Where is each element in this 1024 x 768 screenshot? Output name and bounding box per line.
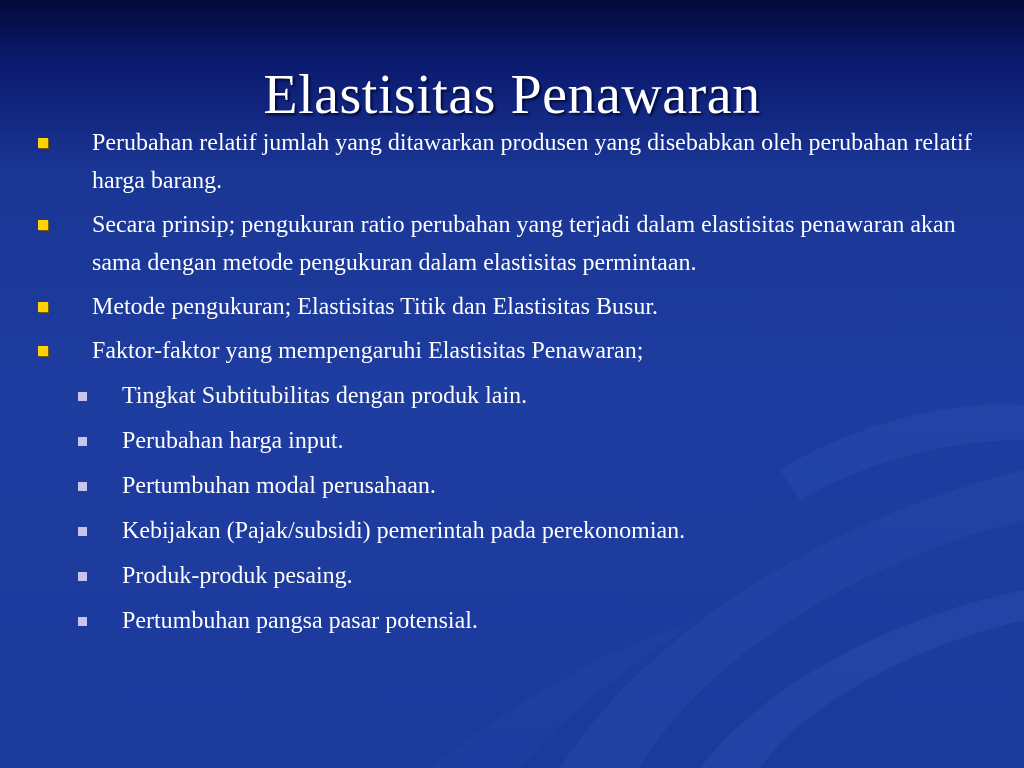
sub-list-item xyxy=(0,512,1024,550)
square-sub-bullet-icon xyxy=(78,572,87,581)
bullet-list xyxy=(0,124,1024,640)
square-sub-bullet-icon xyxy=(78,617,87,626)
square-sub-bullet-icon xyxy=(78,527,87,536)
slide-title: Elastisitas Penawaran xyxy=(263,64,761,126)
square-bullet-icon xyxy=(38,138,48,148)
list-item xyxy=(0,124,1024,200)
sub-list-item xyxy=(0,377,1024,415)
sub-bullet-text: Produk-produk pesaing. xyxy=(122,563,353,589)
sub-list-item xyxy=(0,602,1024,640)
list-item xyxy=(0,288,1024,326)
square-sub-bullet-icon xyxy=(78,437,87,446)
list-item xyxy=(0,332,1024,370)
square-sub-bullet-icon xyxy=(78,482,87,491)
square-sub-bullet-icon xyxy=(78,392,87,401)
sub-bullet-text: Pertumbuhan pangsa pasar potensial. xyxy=(122,608,478,634)
sub-bullet-text: Perubahan harga input. xyxy=(122,428,344,454)
sub-list-item xyxy=(0,422,1024,460)
bullet-text: Secara prinsip; pengukuran ratio perubahan yang terjadi dalam elastisitas penawaran akan sama dengan metode pengukuran dalam elastisitas permintaan. xyxy=(92,212,956,276)
sub-list-item xyxy=(0,467,1024,505)
sub-bullet-text: Kebijakan (Pajak/subsidi) pemerintah pada perekonomian. xyxy=(122,518,686,544)
bullet-text: Faktor-faktor yang mempengaruhi Elastisitas Penawaran; xyxy=(92,338,644,364)
square-bullet-icon xyxy=(38,302,48,312)
sub-bullet-text: Pertumbuhan modal perusahaan. xyxy=(122,473,436,499)
sub-list-item xyxy=(0,557,1024,595)
bullet-text: Perubahan relatif jumlah yang ditawarkan produsen yang disebabkan oleh perubahan relatif harga barang. xyxy=(92,130,972,194)
list-item xyxy=(0,206,1024,282)
square-bullet-icon xyxy=(38,346,48,356)
square-bullet-icon xyxy=(38,220,48,230)
bullet-text: Metode pengukuran; Elastisitas Titik dan Elastisitas Busur. xyxy=(92,294,658,320)
sub-bullet-text: Tingkat Subtitubilitas dengan produk lain. xyxy=(122,383,528,409)
